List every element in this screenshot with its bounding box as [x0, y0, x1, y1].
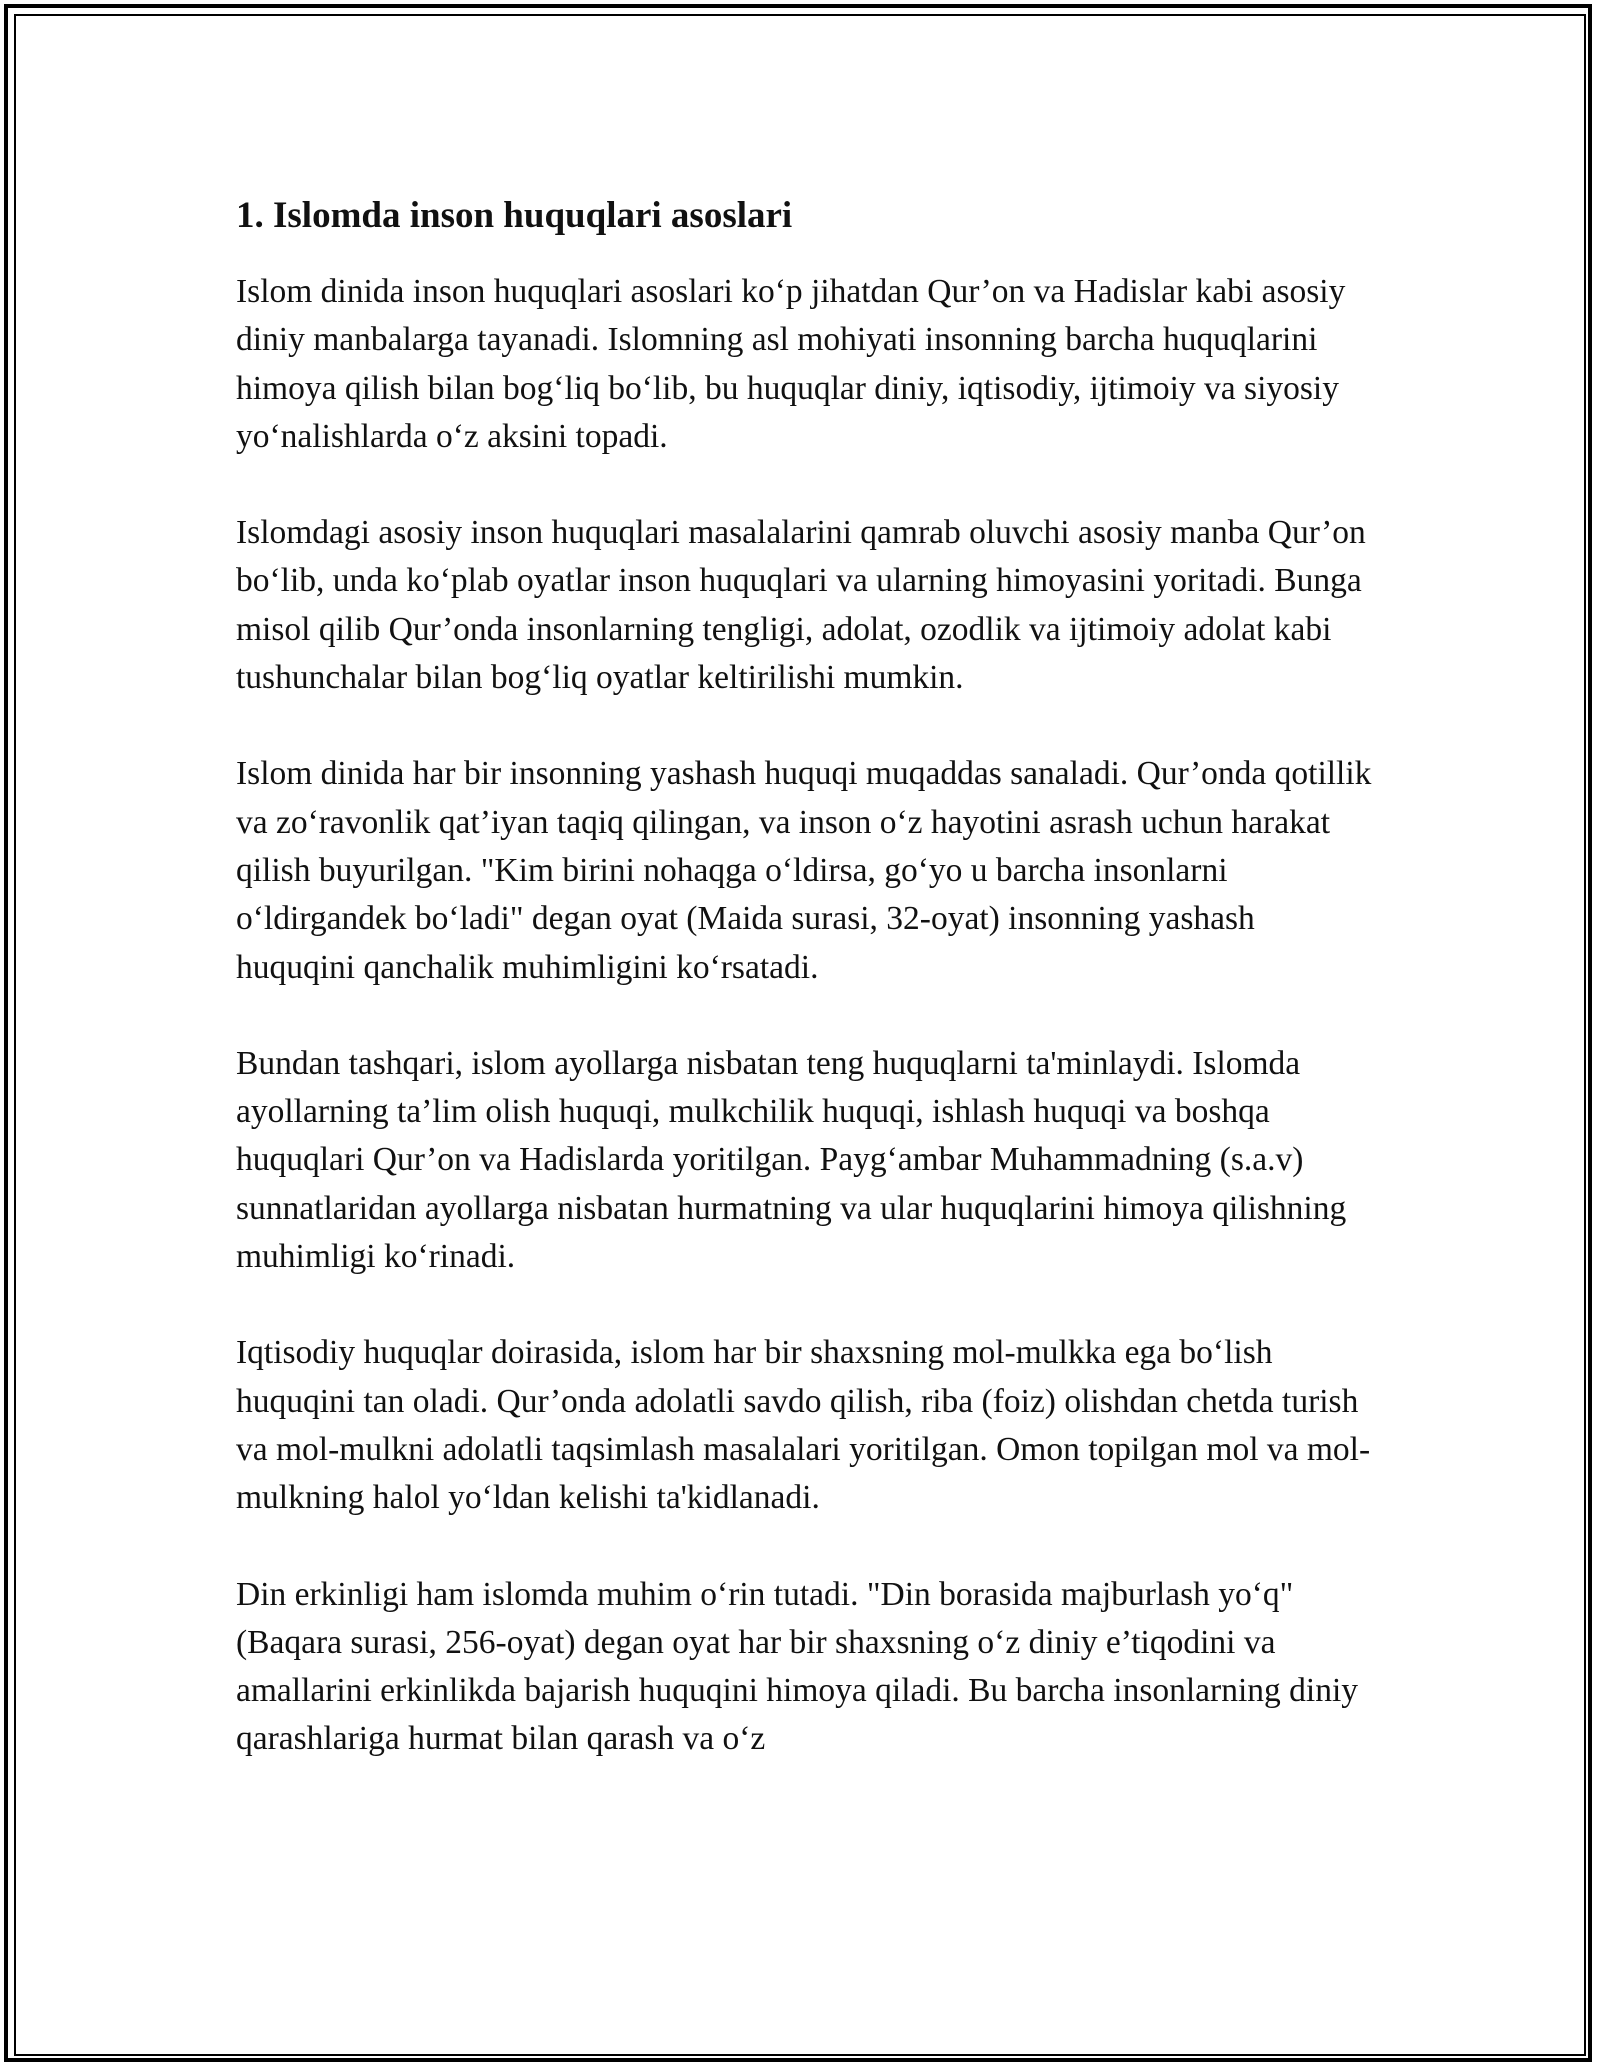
paragraph-1: Islom dinida inson huquqlari asoslari ko‘p jihatdan Qur’on va Hadislar kabi asosiy diniy manbalarga tayanadi. Islomning asl mohiyati insonning barcha huquqlarini himoya qilish bilan bog‘liq bo‘lib, bu huquqlar diniy, iqtisodiy, ijtimoiy va siyosiy yo‘nalishlarda o‘z aksini topadi.: [236, 273, 1346, 455]
document-body: [236, 188, 1376, 1764]
section-heading: 1. Islomda inson huquqlari asoslari: [236, 195, 793, 236]
paragraph-6: Din erkinligi ham islomda muhim o‘rin tutadi. "Din borasida majburlash yo‘q" (Baqara surasi, 256-oyat) degan oyat har bir shaxsning o‘z diniy e’tiqodini va amallarini erkinlikda bajarish huquqini himoya qiladi. Bu barcha insonlarning diniy qarashlariga hurmat bilan qarash va o‘z: [236, 1575, 1359, 1758]
paragraph-2: Islomdagi asosiy inson huquqlari masalalarini qamrab oluvchi asosiy manba Qur’on bo‘lib, unda ko‘plab oyatlar inson huquqlari va ularning himoyasini yoritadi. Bunga misol qilib Qur’onda insonlarning tengligi, adolat, ozodlik va ijtimoiy adolat kabi tushunchalar bilan bog‘liq oyatlar keltirilishi mumkin.: [236, 514, 1366, 697]
paragraph-4: Bundan tashqari, islom ayollarga nisbatan teng huquqlarni ta'minlaydi. Islomda ayollarning ta’lim olish huquqi, mulkchilik huquqi, ishlash huquqi va boshqa huquqlari Qur’on va Hadislarda yoritilgan. Payg‘ambar Muhammadning (s.a.v) sunnatlaridan ayollarga nisbatan hurmatning va ular huquqlarini himoya qilishning muhimligi ko‘rinadi.: [236, 1044, 1347, 1276]
paragraph-5: Iqtisodiy huquqlar doirasida, islom har bir shaxsning mol-mulkka ega bo‘lish huquqini tan oladi. Qur’onda adolatli savdo qilish, riba (foiz) olishdan chetda turish va mol-mulkni adolatli taqsimlash masalalari yoritilgan. Omon topilgan mol va mol-mulkning halol yo‘ldan kelishi ta'kidlanadi.: [236, 1334, 1371, 1517]
paragraph-3: Islom dinida har bir insonning yashash huquqi muqaddas sanaladi. Qur’onda qotillik va zo‘ravonlik qat’iyan taqiq qilingan, va inson o‘z hayotini asrash uchun harakat qilish buyurilgan. "Kim birini nohaqga o‘ldirsa, go‘yo u barcha insonlarni o‘ldirgandek bo‘ladi" degan oyat (Maida surasi, 32-oyat) insonning yashash huquqini qanchalik muhimligini ko‘rsatadi.: [236, 755, 1372, 986]
